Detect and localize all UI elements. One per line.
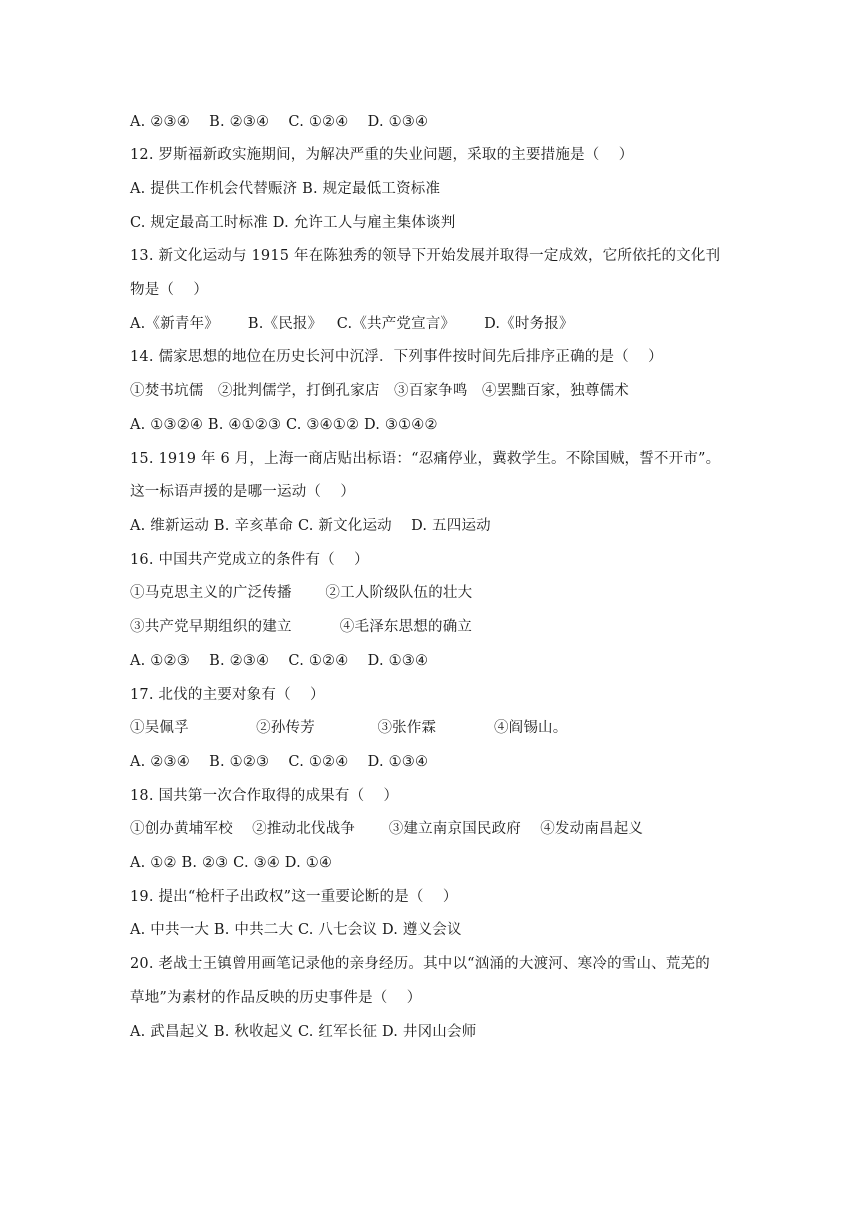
q16-stem: 16. 中国共产党成立的条件有（ ） bbox=[130, 552, 369, 568]
q19-stem: 19. 提出“枪杆子出政权”这一重要论断的是（ ） bbox=[130, 889, 458, 905]
q11-options: A. ②③④ B. ②③④ C. ①②④ D. ①③④ bbox=[130, 114, 429, 130]
q15-options: A. 维新运动 B. 辛亥革命 C. 新文化运动 D. 五四运动 bbox=[130, 518, 491, 534]
q16-items-2: ③共产党早期组织的建立 ④毛泽东思想的确立 bbox=[130, 619, 473, 635]
q18-options: A. ①② B. ②③ C. ③④ D. ①④ bbox=[130, 855, 333, 871]
q12-options-cd: C. 规定最高工时标准 D. 允许工人与雇主集体谈判 bbox=[130, 215, 456, 231]
q20-options: A. 武昌起义 B. 秋收起义 C. 红军长征 D. 井冈山会师 bbox=[130, 1024, 477, 1040]
q13-options: A.《新青年》 B.《民报》 C.《共产党宣言》 D.《时务报》 bbox=[130, 316, 574, 332]
q14-stem: 14. 儒家思想的地位在历史长河中沉浮．下列事件按时间先后排序正确的是（ ） bbox=[130, 349, 663, 365]
q13-stem: 13. 新文化运动与 1915 年在陈独秀的领导下开始发展并取得一定成效，它所依托的文化刊 bbox=[130, 248, 721, 264]
q14-items: ①焚书坑儒 ②批判儒学，打倒孔家店 ③百家争鸣 ④罢黜百家，独尊儒术 bbox=[130, 383, 629, 399]
q16-items-1: ①马克思主义的广泛传播 ②工人阶级队伍的壮大 bbox=[130, 585, 473, 601]
q17-items: ①吴佩孚 ②孙传芳 ③张作霖 ④阎锡山。 bbox=[130, 720, 568, 736]
q12-options-ab: A. 提供工作机会代替赈济 B. 规定最低工资标准 bbox=[130, 181, 441, 197]
q18-stem: 18. 国共第一次合作取得的成果有（ ） bbox=[130, 788, 399, 804]
q16-options: A. ①②③ B. ②③④ C. ①②④ D. ①③④ bbox=[130, 653, 429, 669]
q18-items: ①创办黄埔军校 ②推动北伐战争 ③建立南京国民政府 ④发动南昌起义 bbox=[130, 821, 644, 837]
q13-stem-cont: 物是（ ） bbox=[130, 282, 209, 298]
q12-stem: 12. 罗斯福新政实施期间，为解决严重的失业问题，采取的主要措施是（ ） bbox=[130, 147, 634, 163]
q17-stem: 17. 北伐的主要对象有（ ） bbox=[130, 687, 325, 703]
q14-options: A. ①③②④ B. ④①②③ C. ③④①② D. ③①④② bbox=[130, 417, 438, 433]
q20-stem: 20. 老战士王镇曾用画笔记录他的亲身经历。其中以“汹涌的大渡河、寒冷的雪山、荒芜的 bbox=[130, 956, 710, 972]
q17-options: A. ②③④ B. ①②③ C. ①②④ D. ①③④ bbox=[130, 754, 429, 770]
q15-stem-cont: 这一标语声援的是哪一运动（ ） bbox=[130, 484, 356, 500]
q15-stem: 15. 1919 年 6 月，上海一商店贴出标语：“忍痛停业，冀救学生。不除国贼，誓不开市”。 bbox=[130, 451, 721, 467]
q20-stem-cont: 草地”为素材的作品反映的历史事件是（ ） bbox=[130, 990, 422, 1006]
q19-options: A. 中共一大 B. 中共二大 C. 八七会议 D. 遵义会议 bbox=[130, 922, 462, 938]
